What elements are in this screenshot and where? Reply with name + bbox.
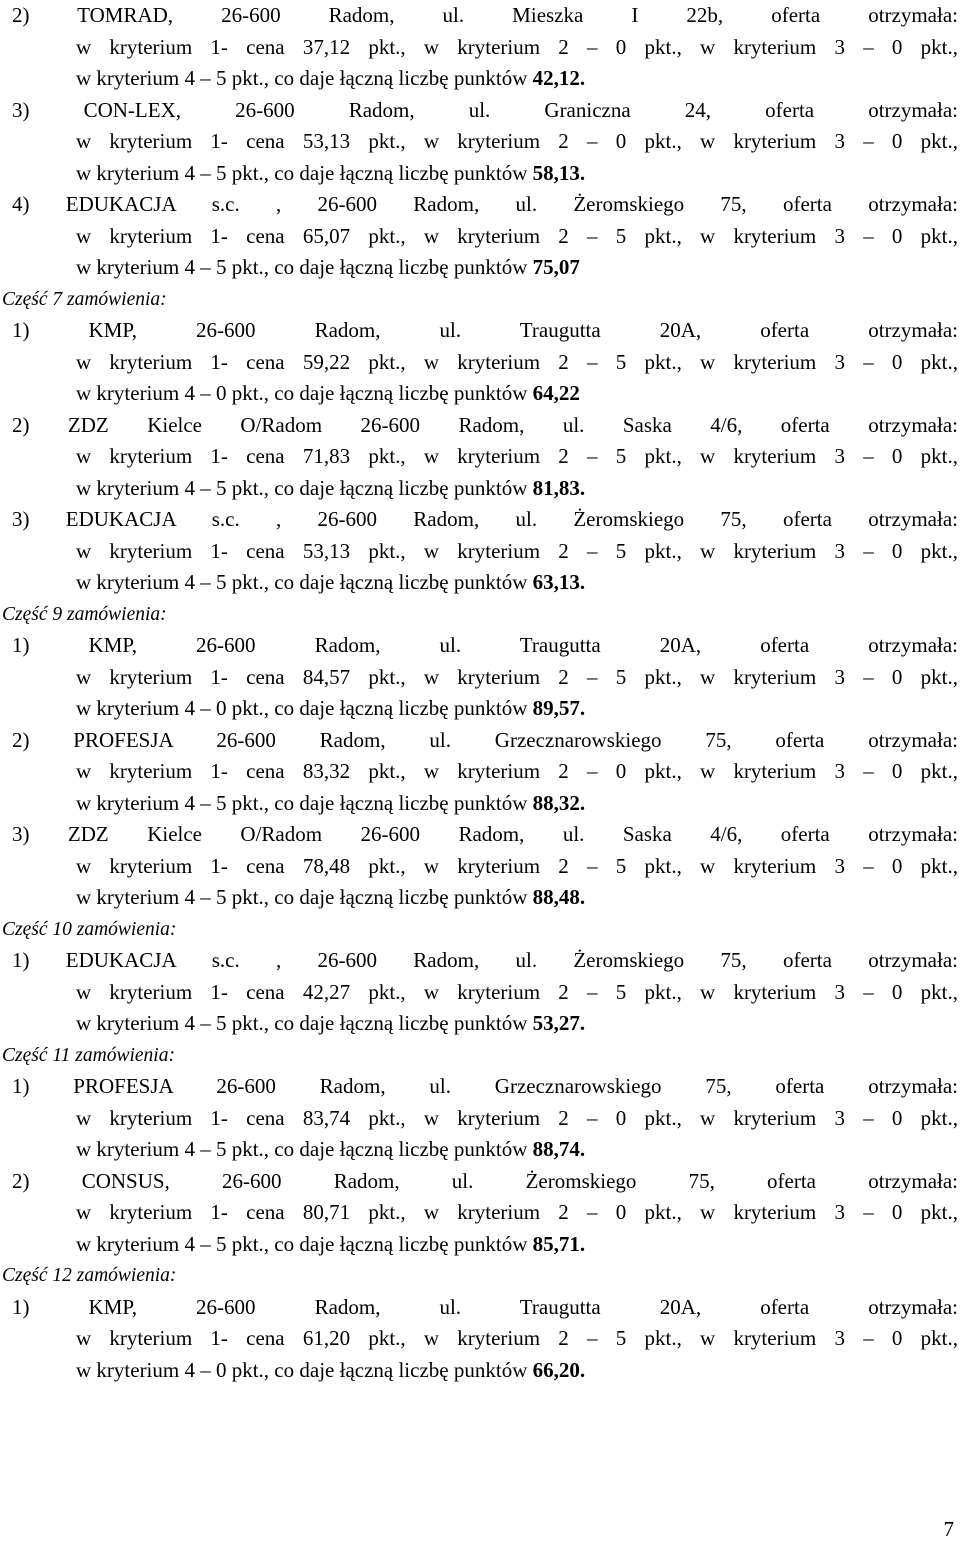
offer-total-points: 64,22: [532, 381, 580, 405]
offer-bidder-line: 1) KMP, 26-600 Radom, ul. Traugutta 20A, oferta otrzymała:: [12, 318, 958, 342]
part-heading: Część 7 zamówienia:: [2, 288, 167, 310]
offer-entry: [0, 410, 960, 505]
offer-total-text: w kryterium 4 – 0 pkt., co daje łączną liczbę punktów: [76, 696, 533, 720]
offer-criteria-line: w kryterium 1- cena 37,12 pkt., w kryterium 2 – 0 pkt., w kryterium 3 – 0 pkt.,: [76, 34, 958, 59]
offer-bidder-line: 2) ZDZ Kielce O/Radom 26-600 Radom, ul. Saska 4/6, oferta otrzymała:: [12, 412, 958, 437]
offer-entry: [0, 189, 960, 284]
offer-total-text: w kryterium 4 – 0 pkt., co daje łączną liczbę punktów: [76, 381, 533, 405]
offer-criteria-line: w kryterium 1- cena 42,27 pkt., w kryterium 2 – 5 pkt., w kryterium 3 – 0 pkt.,: [76, 979, 958, 1004]
offer-criteria-line: w kryterium 1- cena 65,07 pkt., w kryterium 2 – 5 pkt., w kryterium 3 – 0 pkt.,: [76, 223, 958, 248]
offer-total-line: [0, 378, 960, 410]
offer-bidder-line: 2) PROFESJA 26-600 Radom, ul. Grzecznarowskiego 75, oferta otrzymała:: [12, 727, 958, 752]
offer-criteria-line: w kryterium 1- cena 61,20 pkt., w kryterium 2 – 5 pkt., w kryterium 3 – 0 pkt.,: [76, 1326, 958, 1350]
offer-total-line: [0, 473, 960, 505]
offer-total-text: w kryterium 4 – 5 pkt., co daje łączną liczbę punktów: [76, 255, 533, 279]
offer-total-points: 85,71.: [532, 1231, 586, 1256]
offer-bidder-line: 3) ZDZ Kielce O/Radom 26-600 Radom, ul. Saska 4/6, oferta otrzymała:: [12, 822, 958, 846]
part-heading: Część 10 zamówienia:: [2, 918, 177, 940]
offer-total-points: 66,20.: [532, 1357, 586, 1382]
offer-entry: [0, 315, 960, 410]
offer-total-line: [0, 63, 960, 95]
offer-total-line: [0, 252, 960, 284]
offer-total-line: [0, 1008, 960, 1040]
offer-total-points: 58,13.: [532, 160, 586, 185]
offer-total-points: 88,74.: [532, 1137, 586, 1161]
offer-total-line: [0, 788, 960, 820]
offer-total-line: [0, 1229, 960, 1261]
offer-total-text: w kryterium 4 – 5 pkt., co daje łączną liczbę punktów: [76, 160, 533, 185]
offer-bidder-line: 1) KMP, 26-600 Radom, ul. Traugutta 20A, oferta otrzymała:: [12, 633, 958, 657]
offer-total-points: 81,83.: [532, 475, 586, 500]
offer-total-text: w kryterium 4 – 5 pkt., co daje łączną liczbę punktów: [76, 66, 533, 90]
offer-bidder-line: 3) CON-LEX, 26-600 Radom, ul. Graniczna 24, oferta otrzymała:: [12, 97, 958, 122]
offer-total-line: [0, 882, 960, 914]
offer-bidder-line: 2) TOMRAD, 26-600 Radom, ul. Mieszka I 22b, oferta otrzymała:: [12, 3, 958, 27]
offer-entry: [0, 0, 960, 95]
offer-total-points: 63,13.: [532, 570, 586, 594]
offer-criteria-line: w kryterium 1- cena 80,71 pkt., w kryterium 2 – 0 pkt., w kryterium 3 – 0 pkt.,: [76, 1200, 958, 1224]
offer-total-text: w kryterium 4 – 5 pkt., co daje łączną liczbę punktów: [76, 475, 533, 500]
offer-total-text: w kryterium 4 – 5 pkt., co daje łączną liczbę punktów: [76, 1137, 533, 1161]
offer-bidder-line: 3) EDUKACJA s.c. , 26-600 Radom, ul. Żeromskiego 75, oferta otrzymała:: [12, 507, 958, 531]
offer-bidder-line: 2) CONSUS, 26-600 Radom, ul. Żeromskiego 75, oferta otrzymała:: [12, 1168, 958, 1193]
offer-total-text: w kryterium 4 – 5 pkt., co daje łączną liczbę punktów: [76, 1011, 533, 1035]
offer-criteria-line: w kryterium 1- cena 83,32 pkt., w kryterium 2 – 0 pkt., w kryterium 3 – 0 pkt.,: [76, 759, 958, 783]
offer-total-line: [0, 1355, 960, 1387]
offer-entry: [0, 725, 960, 820]
offer-criteria-line: w kryterium 1- cena 84,57 pkt., w kryterium 2 – 5 pkt., w kryterium 3 – 0 pkt.,: [76, 664, 958, 689]
part-heading: Część 11 zamówienia:: [2, 1044, 175, 1066]
offer-entry: [0, 1071, 960, 1166]
part-heading: Część 9 zamówienia:: [2, 603, 167, 625]
offer-total-line: [0, 158, 960, 190]
offer-total-text: w kryterium 4 – 5 pkt., co daje łączną liczbę punktów: [76, 885, 533, 909]
offer-criteria-line: w kryterium 1- cena 53,13 pkt., w kryterium 2 – 0 pkt., w kryterium 3 – 0 pkt.,: [76, 129, 958, 153]
offer-total-points: 88,48.: [532, 885, 586, 909]
offer-total-points: 88,32.: [532, 790, 586, 815]
offer-bidder-line: 1) PROFESJA 26-600 Radom, ul. Grzecznarowskiego 75, oferta otrzymała:: [12, 1074, 958, 1098]
offer-bidder-line: 4) EDUKACJA s.c. , 26-600 Radom, ul. Żeromskiego 75, oferta otrzymała:: [12, 192, 958, 216]
offer-total-line: [0, 567, 960, 599]
offer-entry: [0, 630, 960, 725]
offer-bidder-line: 1) KMP, 26-600 Radom, ul. Traugutta 20A, oferta otrzymała:: [12, 1294, 958, 1319]
offer-criteria-line: w kryterium 1- cena 83,74 pkt., w kryterium 2 – 0 pkt., w kryterium 3 – 0 pkt.,: [76, 1105, 958, 1130]
offer-criteria-line: w kryterium 1- cena 71,83 pkt., w kryterium 2 – 5 pkt., w kryterium 3 – 0 pkt.,: [76, 444, 958, 468]
offer-total-line: [0, 693, 960, 725]
offer-entry: [0, 1292, 960, 1387]
offer-total-line: [0, 1134, 960, 1166]
offer-entry: [0, 819, 960, 914]
offer-entry: [0, 95, 960, 190]
offer-total-text: w kryterium 4 – 5 pkt., co daje łączną liczbę punktów: [76, 570, 533, 594]
offer-criteria-line: w kryterium 1- cena 59,22 pkt., w kryterium 2 – 5 pkt., w kryterium 3 – 0 pkt.,: [76, 349, 958, 374]
offer-criteria-line: w kryterium 1- cena 53,13 pkt., w kryterium 2 – 5 pkt., w kryterium 3 – 0 pkt.,: [76, 538, 958, 563]
page-number: 7: [943, 1517, 954, 1541]
offer-total-points: 89,57.: [532, 696, 586, 720]
offer-total-points: 53,27.: [532, 1011, 586, 1035]
offer-entry: [0, 1166, 960, 1261]
offer-total-text: w kryterium 4 – 5 pkt., co daje łączną liczbę punktów: [76, 790, 533, 815]
offer-total-points: 42,12.: [532, 66, 586, 90]
offer-total-text: w kryterium 4 – 5 pkt., co daje łączną liczbę punktów: [76, 1231, 533, 1256]
part-heading: Część 12 zamówienia:: [2, 1265, 177, 1286]
offer-criteria-line: w kryterium 1- cena 78,48 pkt., w kryterium 2 – 5 pkt., w kryterium 3 – 0 pkt.,: [76, 853, 958, 878]
offer-entry: [0, 945, 960, 1040]
offer-total-text: w kryterium 4 – 0 pkt., co daje łączną liczbę punktów: [76, 1357, 533, 1382]
offer-total-points: 75,07: [532, 255, 580, 279]
offer-entry: [0, 504, 960, 599]
offer-bidder-line: 1) EDUKACJA s.c. , 26-600 Radom, ul. Żeromskiego 75, oferta otrzymała:: [12, 948, 958, 972]
